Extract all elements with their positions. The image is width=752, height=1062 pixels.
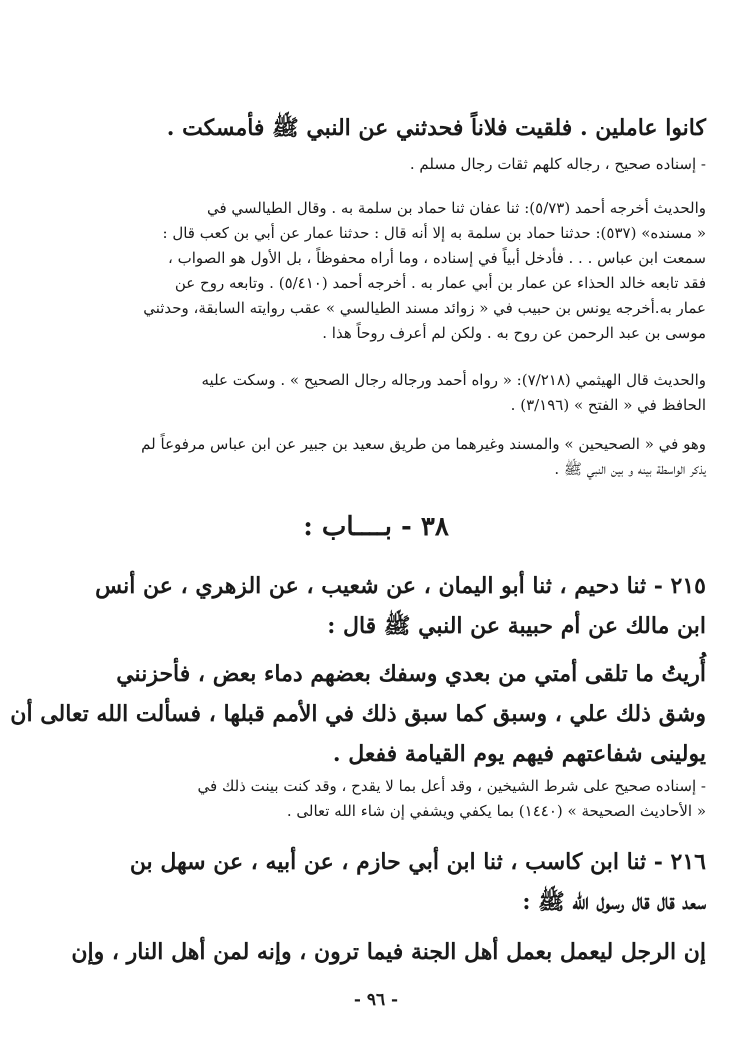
continuation-text [96, 108, 706, 148]
text-line: ٢١٥ - ثنا دحيم ، ثنا أبو اليمان ، عن شعيب ، عن الزهري ، عن أنس [95, 573, 706, 599]
footnote-isnad-215 [96, 774, 706, 824]
footnote-isnad-1 [96, 152, 706, 177]
footnote-takhrij-1 [96, 196, 706, 346]
text-line: عمار به.أخرجه يونس بن حبيب في « زوائد مسند الطيالسي » عقب روايته السابقة، وحدثني [143, 299, 706, 317]
text-line: وشق ذلك علي ، وسبق كما سبق ذلك في الأمم قبلها ، فسألت الله تعالى أن [10, 701, 706, 727]
text-line: والحديث أخرجه أحمد (٥/٧٣): ثنا عفان ثنا حماد بن سلمة به . وقال الطيالسي في [206, 199, 706, 217]
text-line: - إسناده صحيح على شرط الشيخين ، وقد أعل بما لا يقدح ، وقد كنت بينت ذلك في [197, 777, 706, 795]
text-line: يولينى شفاعتهم فيهم يوم القيامة ففعل . [332, 741, 706, 767]
text-line: سعد قال قال رسول الله ﷺ : [522, 889, 706, 915]
text-line: وهو في « الصحيحين » والمسند وغيرهما من طريق سعيد بن جبير عن ابن عباس مرفوعاً لم [141, 435, 706, 453]
text-line: ٢١٦ - ثنا ابن كاسب ، ثنا ابن أبي حازم ، عن أبيه ، عن سهل بن [129, 849, 706, 875]
text-line: - إسناده صحيح ، رجاله كلهم ثقات رجال مسلم . [409, 155, 706, 173]
text-line: أُريتُ ما تلقى أمتي من بعدي وسفك بعضهم دماء بعض ، فأحزنني [116, 661, 706, 687]
text-line: والحديث قال الهيثمي (٧/٢١٨): « رواه أحمد ورجاله رجال الصحيح » . وسكت عليه [201, 371, 706, 389]
text-line: موسى بن عبد الرحمن عن روح به . ولكن لم أعرف روحاً هذا . [322, 324, 706, 342]
text-line: سمعت ابن عباس . . . فأدخل أبياً في إسناده ، وما أراه محفوظاً ، بل الأول هو الصواب ، [168, 249, 706, 267]
text-line: إن الرجل ليعمل بعمل أهل الجنة فيما ترون ، وإنه لمن أهل النار ، وإن [71, 939, 706, 965]
text-line: الحافظ في « الفتح » (٣/١٩٦) . [510, 396, 706, 414]
text-line: فقد تابعه خالد الحذاء عن عمار بن أبي عمار به . أخرجه أحمد (٥/٤١٠) . وتابعه روح عن [174, 274, 706, 292]
footnote-sahihayn [96, 432, 706, 482]
text-line: كانوا عاملين . فلقيت فلاناً فحدثني عن النبي ﷺ فأمسكت . [166, 115, 706, 141]
text-line: « مسنده» (٥٣٧): حدثنا حماد بن سلمة به إلا أنه قال : حدثنا عمار عن أبي بن كعب قال : [162, 224, 706, 242]
text-line: « الأحاديث الصحيحة » (١٤٤٠) بما يكفي ويشفي إن شاء الله تعالى . [286, 802, 706, 820]
page-number: - ٩٦ - [353, 990, 399, 1010]
hadith-215 [10, 566, 706, 774]
footnote-haythami [96, 368, 706, 418]
section-heading: ٣٨ - بــــاب : [303, 512, 449, 542]
text-line: يذكر الواسطة بينه و بين النبي ﷺ . [554, 460, 706, 478]
text-line: ابن مالك عن أم حبيبة عن النبي ﷺ قال : [327, 613, 706, 639]
hadith-216 [71, 842, 706, 972]
